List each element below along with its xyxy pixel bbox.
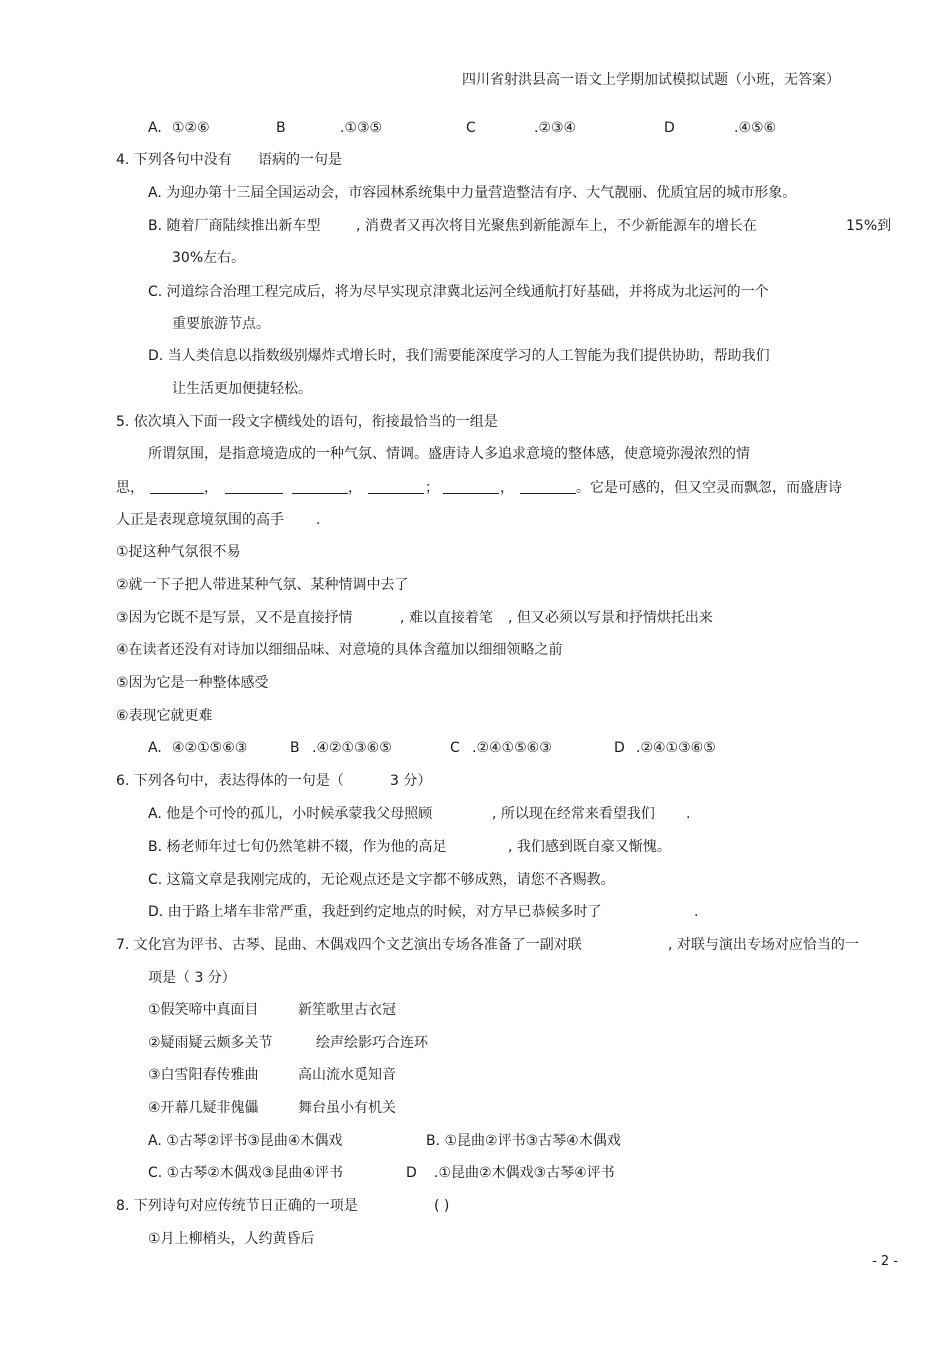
q3-option-a-text: ①②⑥ [172,120,210,136]
q5-option-b-text: .④②①③⑥⑤ [312,740,392,756]
q6-stem-part1: 6. 下列各句中，表达得体的一句是（ [116,773,344,789]
q3-option-c-label: C [466,120,476,136]
q3-option-d-text: .④⑤⑥ [734,120,777,136]
q5-sep-1: ， [204,480,218,496]
q7-option-a: A. ①古琴②评书③昆曲④木偶戏 [148,1133,343,1149]
q3-option-a-label: A. [148,120,162,136]
q5-option-a-label: A. [148,740,162,756]
q5-sentence-5: ⑤因为它是一种整体感受 [116,675,269,691]
q5-sentence-1: ①捉这种气氛很不易 [116,544,241,560]
q6-option-b-part1: B. 杨老师年过七旬仍然笔耕不辍，作为他的高足 [148,839,447,855]
q7-stem-part3: 项是（ 3 分） [148,970,236,986]
q4-option-d-line2: 让生活更加便捷轻松。 [172,381,312,397]
page-header: 四川省射洪县高一语文上学期加试模拟试题（小班，无答案） [462,72,840,88]
q5-blank-6 [520,493,576,494]
q7-couplet-4-upper: ④开幕几疑非傀儡 [148,1100,259,1116]
q5-option-d-text: .②④①③⑥⑤ [636,740,716,756]
q4-option-d-line1: D. 当人类信息以指数级别爆炸式增长时，我们需要能深度学习的人工智能为我们提供协助，帮助我们 [148,348,770,364]
q5-passage-line1: 所谓氛围，是指意境造成的一种气氛、情调。盛唐诗人多追求意境的整体感，使意境弥漫浓烈的情 [148,446,750,462]
q6-option-b-part2: , 我们感到既自豪又惭愧。 [508,839,671,855]
q5-option-c-text: .②④①⑤⑥③ [472,740,552,756]
q5-sep-3: ， [348,480,362,496]
q8-answer-paren: ( ) [434,1198,450,1214]
q7-stem-part1: 7. 文化宫为评书、古琴、昆曲、木偶戏四个文艺演出专场各准备了一副对联 [116,937,582,953]
q5-option-d-label: D [614,740,625,756]
q5-blank-5 [443,493,499,494]
q7-option-c: C. ①古琴②木偶戏③昆曲④评书 [148,1165,343,1181]
q7-couplet-4-lower: 舞台虽小有机关 [298,1100,396,1116]
q7-option-b: B. ①昆曲②评书③古琴④木偶戏 [426,1133,621,1149]
q4-option-b-line2: 30%左右。 [172,250,246,266]
q5-passage-line3: 人正是表现意境氛围的高手 [116,512,284,528]
q5-sep-5: ， [500,480,514,496]
q5-blank-4 [368,493,424,494]
q5-passage-line2-end: 。它是可感的，但又空灵而飘忽，而盛唐诗 [576,480,842,496]
q5-option-c-label: C [450,740,460,756]
q4-option-b-part2: , 消费者又再次将目光聚焦到新能源车上，不少新能源车的增长在 [356,218,757,234]
q5-stem: 5. 依次填入下面一段文字横线处的语句，衔接最恰当的一组是 [116,414,498,430]
q6-option-d-part2: . [694,904,699,920]
q8-stem: 8. 下列诗句对应传统节日正确的一项是 [116,1198,358,1214]
q7-couplet-1-upper: ①假笑啼中真面目 [148,1002,259,1018]
q4-option-b-part1: B. 随着厂商陆续推出新车型 [148,218,321,234]
q7-option-d-label: D [406,1165,417,1181]
q4-option-c-line1: C. 河道综合治理工程完成后，将为尽早实现京津冀北运河全线通航打好基础，并将成为北运河的一个 [148,284,769,300]
q5-blank-1 [150,493,204,494]
q5-passage-line3-end: . [316,512,321,528]
q7-couplet-1-lower: 新笙歌里古衣冠 [298,1002,396,1018]
q5-sentence-4: ④在读者还没有对诗加以细细品味、对意境的具体含蕴加以细细领略之前 [116,642,563,658]
q6-option-d-part1: D. 由于路上堵车非常严重，我赶到约定地点的时候，对方早已恭候多时了 [148,904,602,920]
q7-couplet-2-upper: ②疑雨疑云颇多关节 [148,1035,273,1051]
q6-option-a-part3: . [686,806,691,822]
q5-blank-3 [292,493,348,494]
q5-sep-4: ； [425,480,439,496]
q7-option-d-text: .①昆曲②木偶戏③古琴④评书 [434,1165,615,1181]
page-number: - 2 - [872,1254,898,1269]
q7-stem-part2: , 对联与演出专场对应恰当的一 [668,937,859,953]
q5-option-a-text: ④②①⑤⑥③ [172,740,248,756]
q4-option-a: A. 为迎办第十三届全国运动会，市容园林系统集中力量营造整洁有序、大气靓丽、优质宜居的城市形象。 [148,185,797,201]
q7-couplet-3-upper: ③白雪阳春传雅曲 [148,1067,259,1083]
q5-blank-2 [225,493,283,494]
q5-sentence-3-part3: , 但又必须以写景和抒情烘托出来 [508,610,713,626]
q6-option-a-part1: A. 他是个可怜的孤儿，小时候承蒙我父母照顾 [148,806,433,822]
q5-sentence-3-part1: ③因为它既不是写景，又不是直接抒情 [116,610,353,626]
q4-option-c-line2: 重要旅游节点。 [172,316,270,332]
q5-sentence-6: ⑥表现它就更难 [116,708,213,724]
q6-stem-part2: 3 分） [390,773,432,789]
q7-couplet-3-lower: 高山流水觅知音 [298,1067,396,1083]
q5-passage-line2-start: 思， [116,480,144,496]
q5-sentence-2: ②就一下子把人带进某种气氛、某种情调中去了 [116,577,409,593]
q6-option-c: C. 这篇文章是我刚完成的，无论观点还是文字都不够成熟，请您不吝赐教。 [148,872,615,888]
q7-couplet-2-lower: 绘声绘影巧合连环 [316,1035,428,1051]
q8-sentence-1: ①月上柳梢头，人约黄昏后 [148,1231,315,1247]
q3-option-b-label: B [276,120,286,136]
q4-stem-part1: 4. 下列各句中没有 [116,152,232,168]
q3-option-c-text: .②③④ [534,120,577,136]
q4-option-b-part3: 15%到 [846,218,892,234]
q6-option-a-part2: , 所以现在经常来看望我们 [492,806,655,822]
q5-sentence-3-part2: , 难以直接着笔 [400,610,493,626]
q4-stem-part2: 语病的一句是 [258,152,342,168]
q3-option-d-label: D [664,120,675,136]
q3-option-b-text: .①③⑤ [340,120,383,136]
q5-option-b-label: B [290,740,300,756]
